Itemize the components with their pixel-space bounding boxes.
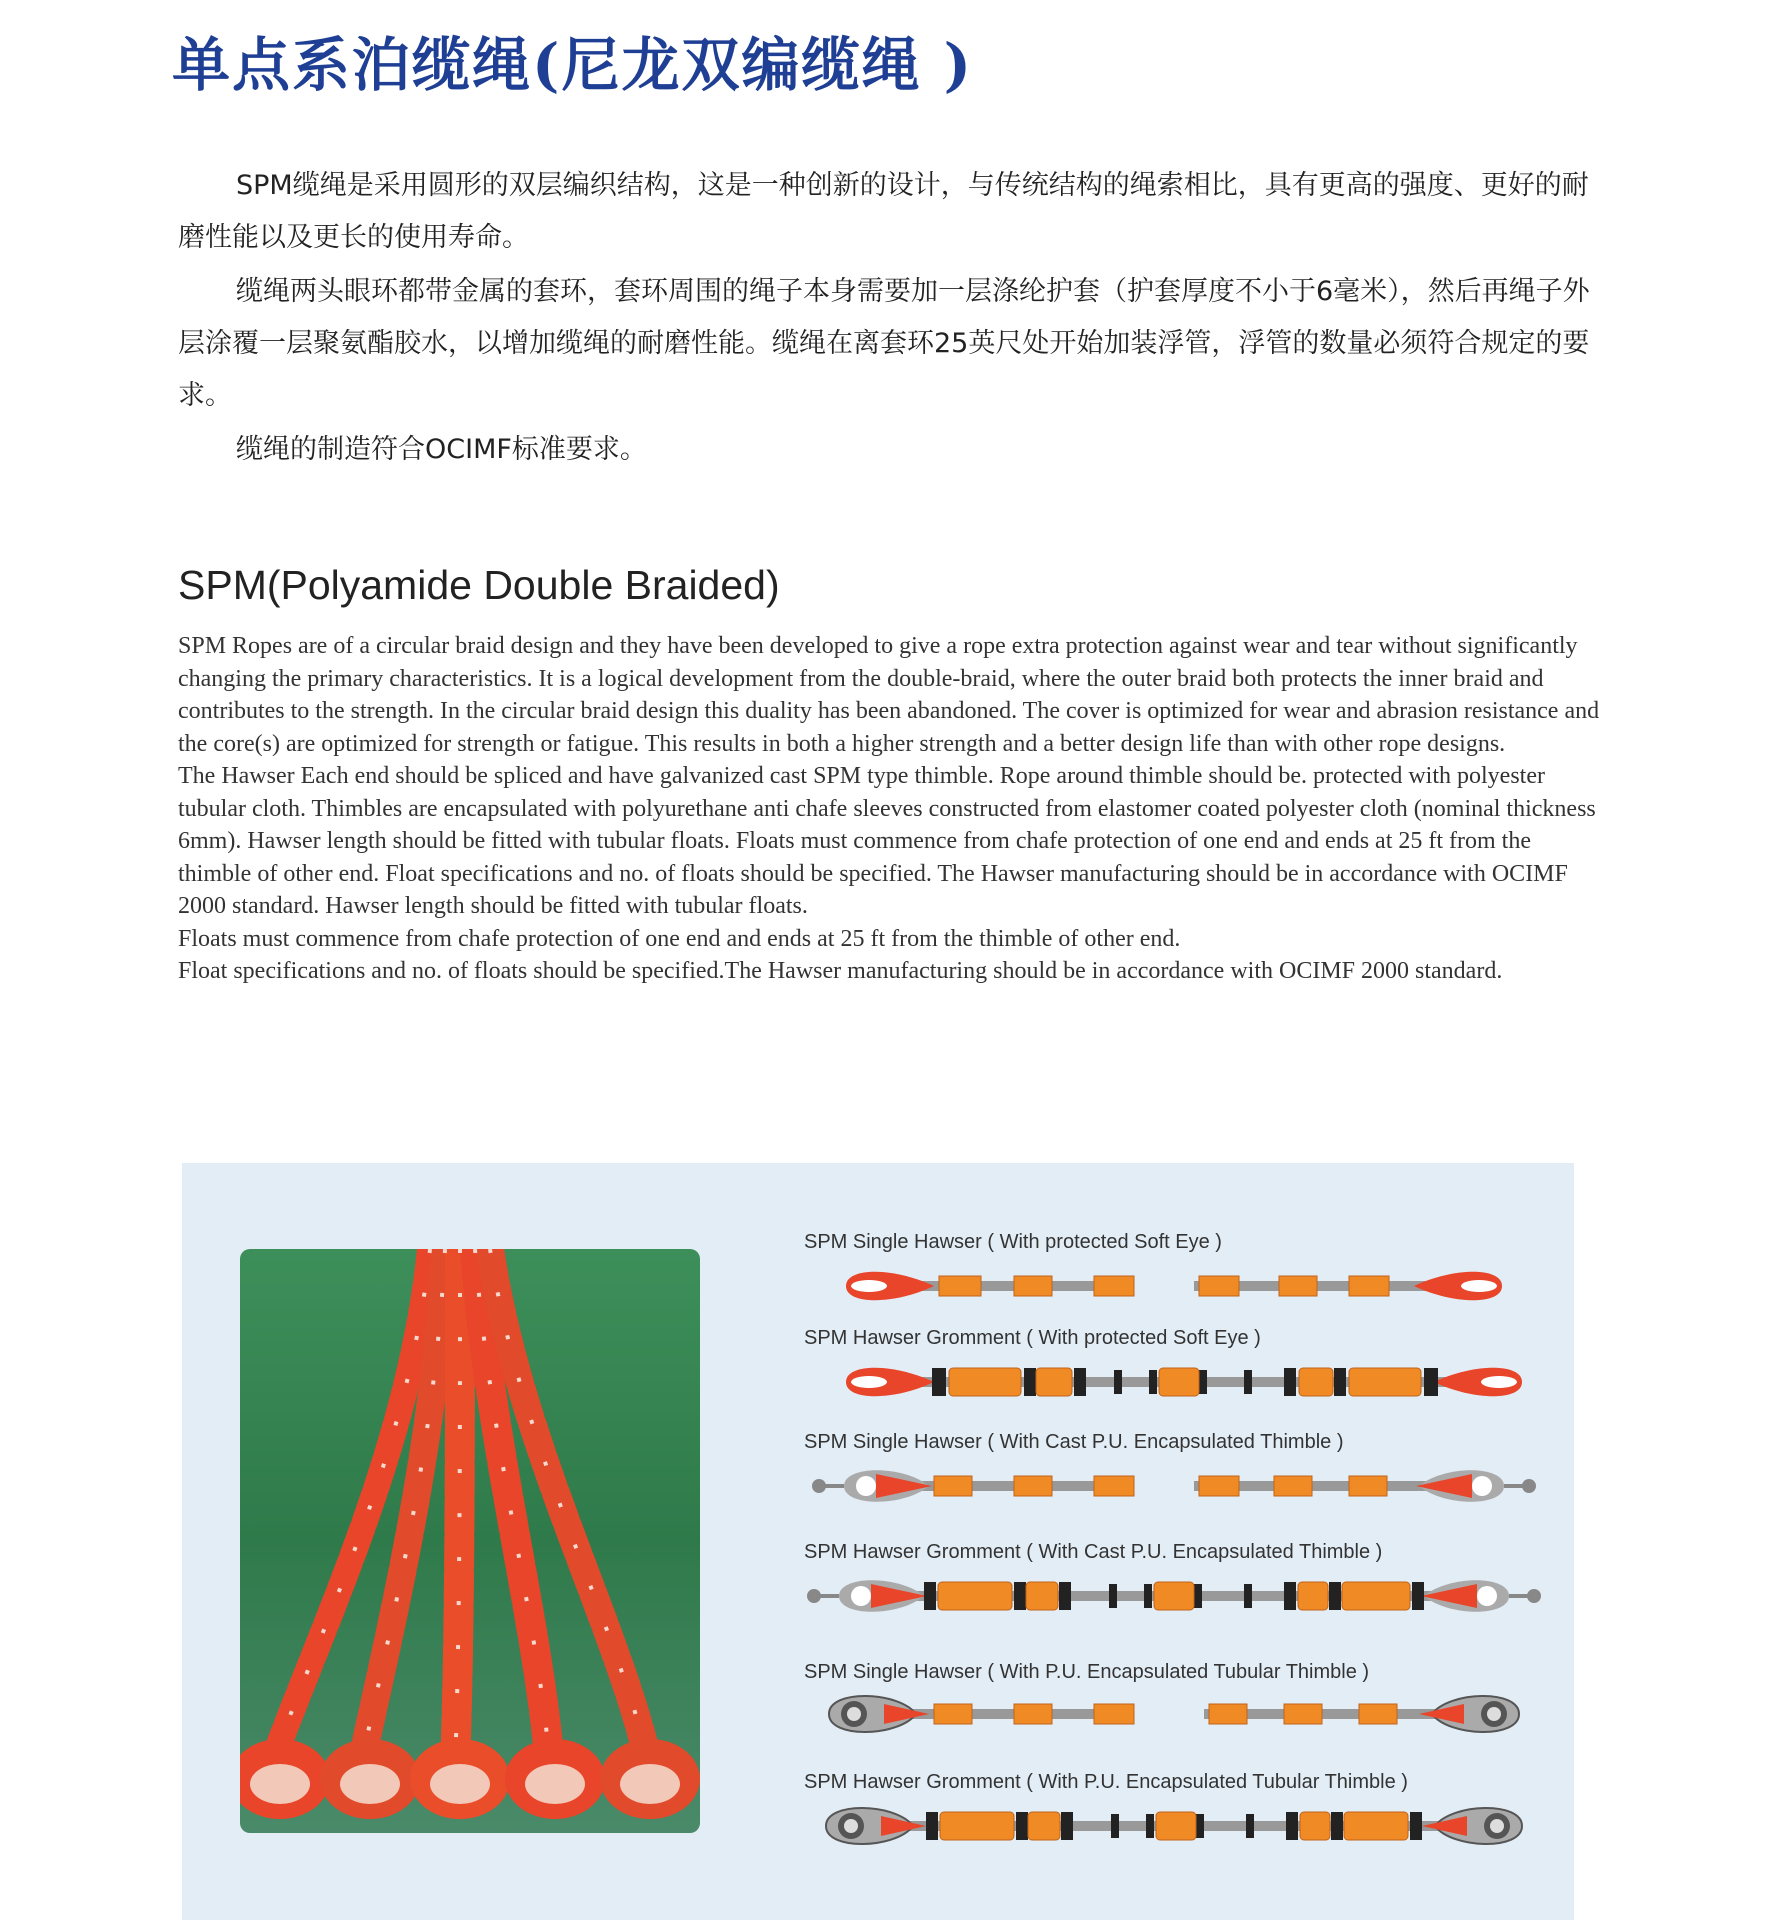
diagram-grommet-cast-thimble xyxy=(804,1567,1544,1625)
diagram-label-2: SPM Hawser Gromment ( With protected Soft Eye ) xyxy=(804,1327,1261,1349)
paragraph-cn-1: SPM缆绳是采用圆形的双层编织结构，这是一种创新的设计，与传统结构的绳索相比，具有更高的强度、更好的耐磨性能以及更长的使用寿命。 xyxy=(178,170,1589,253)
intro-cn xyxy=(178,160,1598,478)
product-panel xyxy=(182,1163,1574,1920)
description-en xyxy=(178,630,1608,988)
diagram-label-5: SPM Single Hawser ( With P.U. Encapsulated Tubular Thimble ) xyxy=(804,1661,1370,1683)
diagram-label-6: SPM Hawser Gromment ( With P.U. Encapsulated Tubular Thimble ) xyxy=(804,1771,1408,1793)
diagram-grommet-tubular-thimble xyxy=(804,1797,1544,1855)
diagram-grommet-soft-eye xyxy=(804,1353,1544,1411)
page-title-cn: 单点系泊缆绳(尼龙双编缆绳 ) xyxy=(172,31,974,99)
paragraph-cn-3: 缆绳的制造符合OCIMF标准要求。 xyxy=(236,434,647,465)
paragraph-en-3: Floats must commence from chafe protection of one end and ends at 25 ft from the thimble of other end. xyxy=(178,925,1181,952)
diagram-label-3: SPM Single Hawser ( With Cast P.U. Encapsulated Thimble ) xyxy=(804,1431,1344,1453)
hawser-photo-image xyxy=(240,1249,700,1833)
hawser-diagrams xyxy=(804,1231,1564,1911)
diagram-single-cast-thimble xyxy=(804,1457,1544,1515)
section-heading-en: SPM(Polyamide Double Braided) xyxy=(178,562,780,608)
diagram-label-1: SPM Single Hawser ( With protected Soft Eye ) xyxy=(804,1231,1222,1253)
paragraph-en-1: SPM Ropes are of a circular braid design and they have been developed to give a rope extra protection against wear and tear without significantly changing the primary characteristics. It is a logical development from the double-braid, where the outer braid both protects the inner braid and contributes to the strength. In the circular braid design this duality has been abandoned. The cover is optimized for wear and abrasion resistance and the core(s) are optimized for strength or fatigue. This results in both a higher strength and a better design life than with other rope designs. xyxy=(178,633,1600,757)
diagram-label-4: SPM Hawser Gromment ( With Cast P.U. Encapsulated Thimble ) xyxy=(804,1541,1383,1563)
paragraph-en-4: Float specifications and no. of floats should be specified.The Hawser manufacturing should be in accordance with OCIMF 2000 standard. xyxy=(178,958,1503,984)
diagram-single-tubular-thimble xyxy=(804,1685,1544,1743)
paragraph-cn-2: 缆绳两头眼环都带金属的套环，套环周围的绳子本身需要加一层涤纶护套（护套厚度不小于6毫米），然后再绳子外层涂覆一层聚氨酯胶水，以增加缆绳的耐磨性能。缆绳在离套环25英尺处开始加装浮管，浮管的数量必须符合规定的要求。 xyxy=(178,276,1590,411)
hawser-photo xyxy=(240,1249,700,1833)
paragraph-en-2: The Hawser Each end should be spliced and have galvanized cast SPM type thimble. Rope around thimble should be. protected with polyester tubular cloth. Thimbles are encapsulated with polyurethane anti chafe sleeves constructed from elastomer coated polyester cloth (nominal thickness 6mm). Hawser length should be fitted with tubular floats. Floats must commence from chafe protection of one end and ends at 25 ft from the thimble of other end. Float specifications and no. of floats should be specified. The Hawser manufacturing should be in accordance with OCIMF 2000 standard. Hawser length should be fitted with tubular floats. xyxy=(178,763,1596,919)
diagram-single-soft-eye xyxy=(804,1257,1544,1315)
